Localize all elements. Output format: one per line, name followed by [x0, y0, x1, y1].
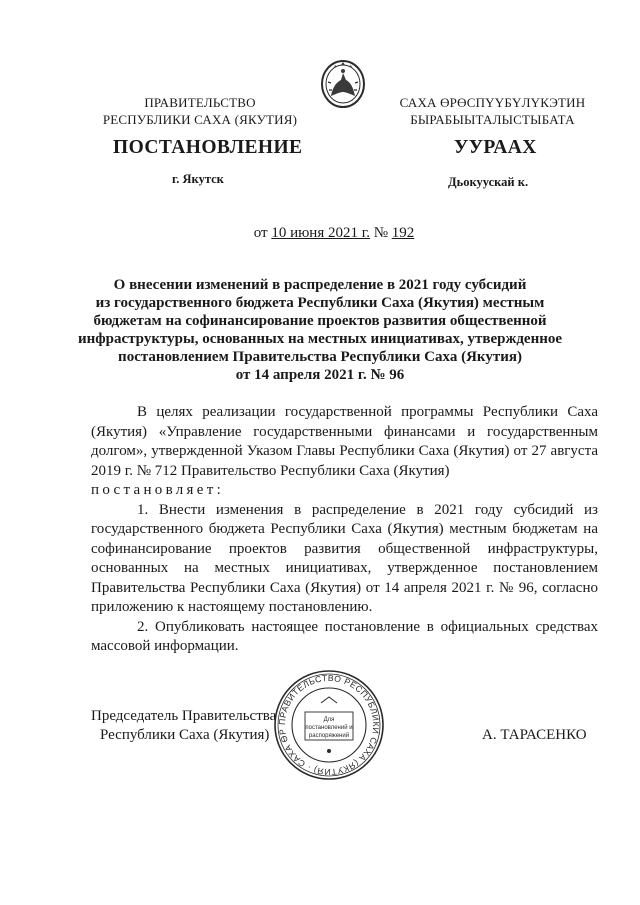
signatory-name: А. ТАРАСЕНКО: [482, 727, 587, 743]
title-line: от 14 апреля 2021 г. № 96: [235, 367, 405, 383]
city-left: г. Якутск: [172, 172, 224, 186]
doc-type-left: ПОСТАНОВЛЕНИЕ: [113, 137, 303, 158]
title-line: из государственного бюджета Республики Саха (Якутия) местным: [95, 295, 545, 311]
number-sign: №: [373, 225, 389, 241]
item-1-paragraph: 1. Внести изменения в распределение в 2021 году субсидий из государственного бюджета Республики Саха (Якутия) местным бюджетам на софинансирование проектов развития общественной инфраструктуры, основанных на местных инициативах, утвержденное постановлением Правительства Республики Саха (Якутия) от 14 апреля 2021 г. № 96, согласно приложению к настоящему постановлению.: [91, 501, 598, 615]
issuer-left-line2: РЕСПУБЛИКИ САХА (ЯКУТИЯ): [102, 112, 298, 127]
preamble-paragraph: В целях реализации государственной программы Республики Саха (Якутия) «Управление государственными финансами и государственным долгом», утвержденной Указом Главы Республики Саха (Якутия) от 27 августа 2019 г. № 712 Правительство Республики Саха (Якутия): [91, 404, 598, 479]
stamp-center-line1: Для: [323, 717, 335, 723]
official-stamp: [273, 669, 385, 781]
issuer-left-line1: ПРАВИТЕЛЬСТВО: [144, 95, 256, 110]
decree-word: постановляет:: [91, 482, 225, 498]
signatory-position: [91, 707, 276, 745]
stamp-center-line3: распоряжений: [308, 733, 350, 739]
decree-word-line: [91, 481, 598, 501]
title-line: постановлением Правительства Республики Саха (Якутия): [118, 349, 522, 365]
date-number-line: [0, 225, 640, 242]
document-number: 192: [391, 225, 415, 241]
item-2-paragraph: 2. Опубликовать настоящее постановление в официальных средствах массовой информации.: [91, 618, 598, 654]
city-right: Дьокуускай к.: [448, 175, 529, 189]
doc-type-right: УУРААХ: [454, 137, 537, 158]
document-title: [60, 276, 580, 384]
title-line: О внесении изменений в распределение в 2021 году субсидий: [113, 277, 527, 293]
date-prefix: от: [253, 225, 268, 241]
title-line: инфраструктуры, основанных на местных инициативах, утвержденное: [77, 331, 563, 347]
stamp-center-line2: постановлений и: [305, 725, 353, 731]
signatory-position-line2: Республики Саха (Якутия): [100, 727, 270, 743]
issuer-right-line2: БЫРАБЫЫТАЛЫСТЫБАТА: [410, 112, 575, 127]
issuer-left: [95, 94, 305, 128]
issuer-right-line1: САХА ӨРӨСПҮҮБҮЛҮКЭТИН: [399, 95, 586, 110]
issuer-right: [375, 94, 610, 128]
document-date: 10 июня 2021 г.: [271, 225, 370, 241]
signatory-position-line1: Председатель Правительства: [91, 708, 277, 724]
title-line: бюджетам на софинансирование проектов развития общественной: [93, 313, 547, 329]
stamp-ring-text: ПРАВИТЕЛЬСТВО РЕСПУБЛИКИ САХА (ЯКУТИЯ) · САХА ӨР: [276, 672, 382, 778]
stamp-icon: [273, 669, 385, 781]
coat-of-arms-icon: [319, 56, 367, 110]
document-body: [91, 403, 598, 657]
